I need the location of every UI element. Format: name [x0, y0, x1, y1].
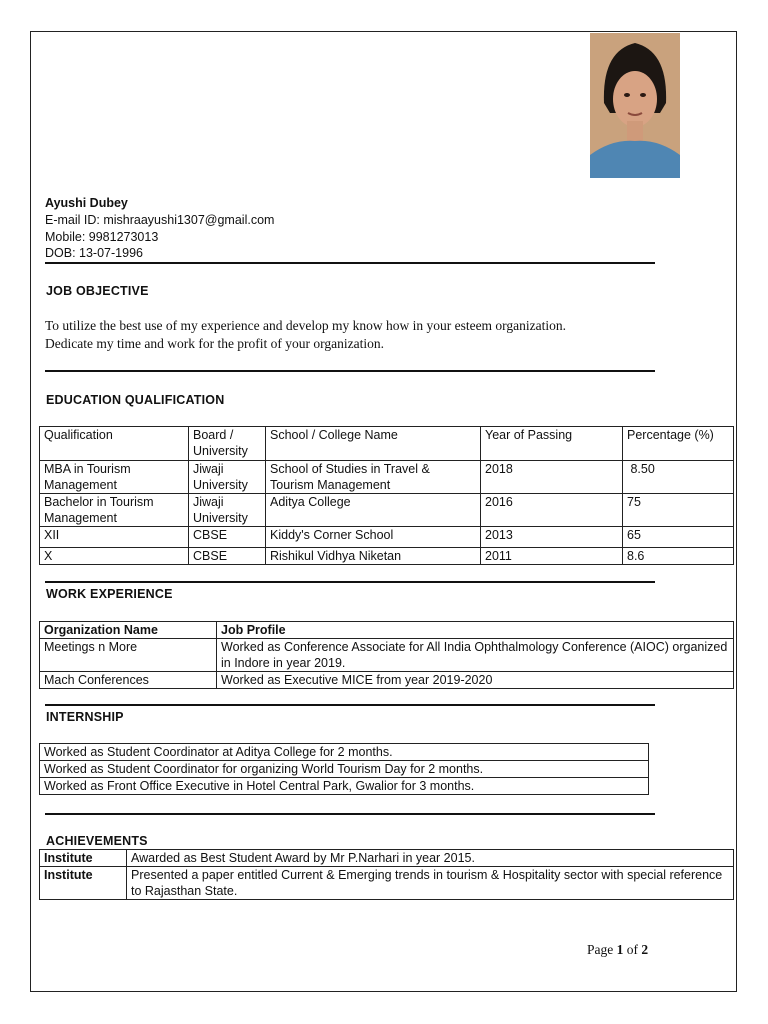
column-header: School / College Name — [266, 427, 481, 461]
table-header-row — [40, 427, 734, 461]
email-text: E-mail ID: mishraayushi1307@gmail.com — [45, 213, 275, 227]
list-item — [40, 761, 649, 778]
table-cell: Jiwaji University — [189, 494, 266, 527]
education-heading: EDUCATION QUALIFICATION — [46, 393, 225, 407]
divider — [45, 813, 655, 815]
column-header: Year of Passing — [481, 427, 623, 461]
education-table — [39, 426, 734, 565]
objective-line-1: To utilize the best use of my experience and develop my know how in your esteem organization. — [45, 318, 567, 333]
table-cell: 2016 — [481, 494, 623, 527]
table-cell: Institute — [40, 850, 127, 867]
table-cell: Worked as Executive MICE from year 2019-2020 — [217, 672, 734, 689]
page-total: 2 — [641, 942, 649, 957]
internship-heading: INTERNSHIP — [46, 710, 124, 724]
page-prefix: Page — [587, 942, 617, 957]
table-row — [40, 527, 734, 548]
work-heading: WORK EXPERIENCE — [46, 587, 173, 601]
profile-photo — [590, 33, 680, 178]
achievements-heading: ACHIEVEMENTS — [46, 834, 148, 848]
table-cell: X — [40, 548, 189, 565]
table-cell: Worked as Student Coordinator at Aditya College for 2 months. — [40, 744, 649, 761]
work-table — [39, 621, 734, 689]
table-cell: Presented a paper entitled Current & Emerging trends in tourism & Hospitality sector with special reference to Rajasthan State. — [127, 867, 734, 900]
candidate-name: Ayushi Dubey — [45, 196, 128, 210]
table-header-row — [40, 622, 734, 639]
table-row — [40, 867, 734, 900]
page-of: of — [623, 942, 642, 957]
table-cell: Rishikul Vidhya Niketan — [266, 548, 481, 565]
table-cell: CBSE — [189, 527, 266, 548]
table-cell: Institute — [40, 867, 127, 900]
column-header: Qualification — [40, 427, 189, 461]
column-header: Organization Name — [40, 622, 217, 639]
table-row — [40, 548, 734, 565]
divider — [45, 370, 655, 372]
table-row — [40, 461, 734, 494]
table-cell: Jiwaji University — [189, 461, 266, 494]
table-cell: School of Studies in Travel & Tourism Management — [266, 461, 481, 494]
list-item — [40, 744, 649, 761]
table-row — [40, 639, 734, 672]
achievements-table — [39, 849, 734, 900]
table-cell: CBSE — [189, 548, 266, 565]
table-cell: XII — [40, 527, 189, 548]
column-header: Percentage (%) — [623, 427, 734, 461]
table-cell: 2013 — [481, 527, 623, 548]
page-number — [587, 942, 648, 958]
table-row — [40, 494, 734, 527]
objective-heading: JOB OBJECTIVE — [46, 284, 149, 298]
list-item — [40, 778, 649, 795]
page-current: 1 — [616, 942, 624, 957]
dob-text: DOB: 13-07-1996 — [45, 246, 143, 260]
table-cell: 8.50 — [623, 461, 734, 494]
table-cell: Awarded as Best Student Award by Mr P.Narhari in year 2015. — [127, 850, 734, 867]
table-cell: Bachelor in Tourism Management — [40, 494, 189, 527]
column-header: Job Profile — [217, 622, 734, 639]
table-cell: Aditya College — [266, 494, 481, 527]
table-cell: Worked as Student Coordinator for organizing World Tourism Day for 2 months. — [40, 761, 649, 778]
table-cell: 75 — [623, 494, 734, 527]
table-cell: Mach Conferences — [40, 672, 217, 689]
portrait-image — [590, 33, 680, 178]
table-row — [40, 850, 734, 867]
column-header: Board / University — [189, 427, 266, 461]
table-cell: 2018 — [481, 461, 623, 494]
table-cell: MBA in Tourism Management — [40, 461, 189, 494]
mobile-text: Mobile: 9981273013 — [45, 230, 159, 244]
table-cell: Worked as Front Office Executive in Hotel Central Park, Gwalior for 3 months. — [40, 778, 649, 795]
table-cell: 2011 — [481, 548, 623, 565]
table-cell: Kiddy's Corner School — [266, 527, 481, 548]
table-cell: 8.6 — [623, 548, 734, 565]
objective-line-2: Dedicate my time and work for the profit of your organization. — [45, 336, 385, 351]
divider — [45, 581, 655, 583]
table-row — [40, 672, 734, 689]
table-cell: Worked as Conference Associate for All India Ophthalmology Conference (AIOC) organized in Indore in year 2019. — [217, 639, 734, 672]
divider — [45, 704, 655, 706]
internship-table — [39, 743, 649, 795]
table-cell: 65 — [623, 527, 734, 548]
table-cell: Meetings n More — [40, 639, 217, 672]
divider — [45, 262, 655, 264]
